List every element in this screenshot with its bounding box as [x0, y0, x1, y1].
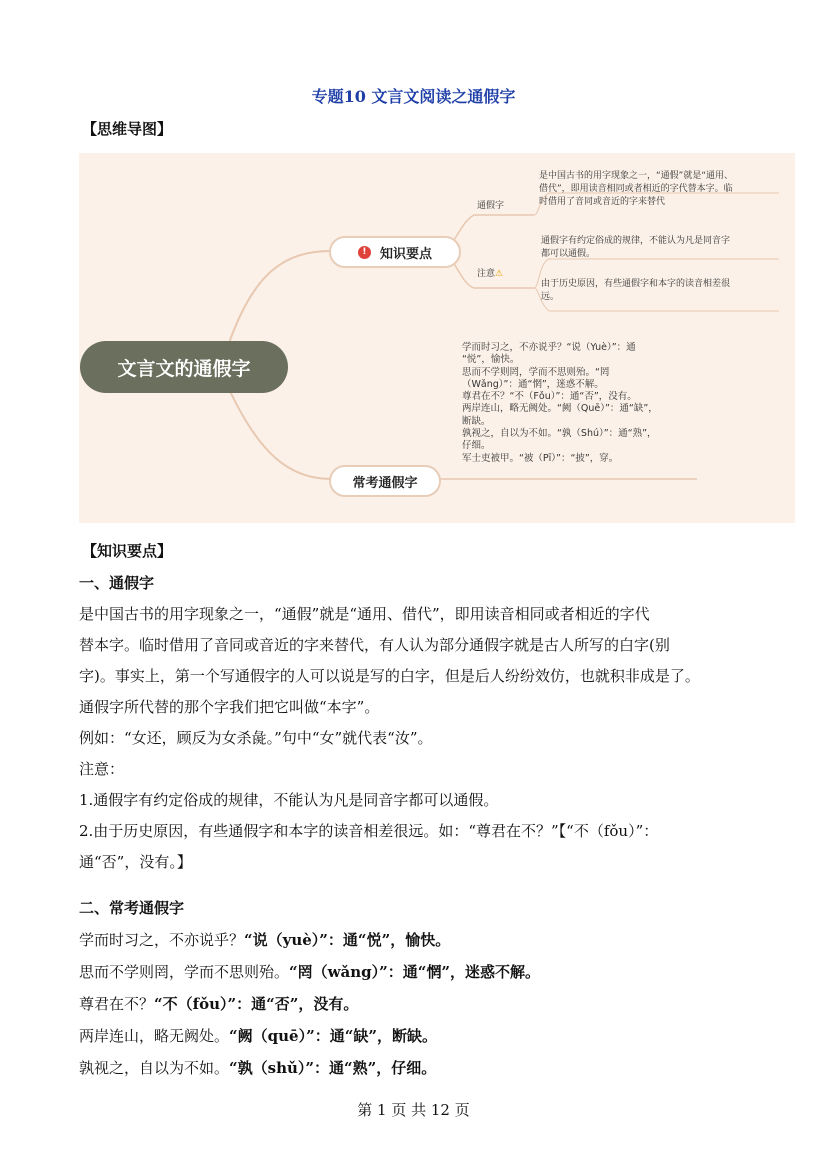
label-tongjia: 通假字 — [477, 201, 505, 211]
common-example — [79, 929, 450, 950]
example-line: 孰视之，自以为不如。“孰（Shú）”：通“熟”， — [462, 428, 657, 440]
label-note — [477, 268, 503, 281]
examples-text — [462, 342, 702, 465]
body-line: 是中国古书的用字现象之一，“通假”就是“通用、借代”，即用读音相同或者相近的字代 — [79, 605, 650, 623]
mindmap-heading: 【思维导图】 — [82, 120, 173, 138]
node-common — [329, 465, 441, 497]
definition-text — [539, 170, 779, 209]
example-line: 学而时习之，不亦说乎？“说（Yuè）”：通 — [462, 342, 636, 353]
body-line: 替本字。临时借用了音同或音近的字来替代，有人认为部分通假字就是古人所写的白字(别 — [79, 636, 670, 654]
definition-line: 借代”，即用读音相同或者相近的字代替本字。临 — [539, 184, 733, 194]
note1-line: 通假字有约定俗成的规律，不能认为凡是同音字 — [541, 236, 731, 246]
node-knowledge — [329, 236, 461, 268]
note2-line: 由于历史原因，有些通假字和本字的读音相差很 — [541, 279, 731, 289]
definition-line: 时借用了音同或音近的字来替代 — [539, 197, 666, 207]
example-line: 军士吏被甲。“被（Pī）”：“披”，穿。 — [462, 452, 619, 464]
note2-text — [541, 278, 781, 304]
section1-body — [79, 599, 759, 878]
page-title: 专题10 文言文阅读之通假字 — [311, 87, 516, 106]
example-note: “阙（quē）”：通“缺”，断缺。 — [229, 1027, 437, 1045]
example-sentence: 两岸连山，略无阙处。 — [79, 1027, 230, 1045]
example-line: （Wǎng）”：通“惘”，迷惑不解。 — [462, 378, 604, 390]
example-line: 仔细。 — [462, 440, 491, 452]
example-line: 断缺。 — [462, 415, 491, 427]
node-common-label: 常考通假字 — [352, 475, 418, 491]
body-line: 注意： — [79, 760, 125, 778]
example-line: “悦”，愉快。 — [462, 354, 520, 366]
warning-icon: ⚠ — [495, 269, 504, 279]
body-line: 例如：“女还，顾反为女杀彘。”句中“女”就代表“汝”。 — [79, 729, 433, 747]
definition-line: 是中国古书的用字现象之一，“通假”就是“通用、 — [539, 171, 733, 181]
body-line: 1.通假字有约定俗成的规律，不能认为凡是同音字都可以通假。 — [79, 791, 499, 809]
example-line: 思而不学则罔，学而不思则殆。“罔 — [462, 366, 610, 378]
body-line: 通“否”，没有。】 — [79, 853, 192, 871]
knowledge-heading: 【知识要点】 — [82, 542, 173, 560]
common-example — [79, 961, 540, 982]
example-note: “罔（wǎng）”：通“惘”，迷惑不解。 — [289, 963, 541, 981]
page-footer: 第 1 页 共 12 页 — [357, 1101, 470, 1119]
example-line: 两岸连山，略无阙处。“阙（Quē）”：通“缺”， — [462, 403, 658, 415]
body-line: 2.由于历史原因，有些通假字和本字的读音相差很远。如：“尊君在不？”【“不（fǒu）”： — [79, 822, 659, 840]
example-sentence: 尊君在不？ — [79, 995, 155, 1013]
example-line: 尊君在不？“不（Fǒu）”：通“否”，没有。 — [462, 391, 637, 403]
exclamation-icon: ! — [358, 246, 371, 259]
example-note: “不（fǒu）”：通“否”，没有。 — [154, 995, 359, 1013]
example-note: “说（yuè）”：通“悦”，愉快。 — [244, 931, 451, 949]
body-line: 字)。事实上，第一个写通假字的人可以说是写的白字，但是后人纷纷效仿，也就积非成是了。 — [79, 667, 700, 685]
common-example — [79, 993, 358, 1014]
central-topic: 文言文的通假字 — [80, 341, 288, 393]
label-note-text: 注意 — [477, 269, 496, 279]
section1-heading: 一、通假字 — [79, 574, 155, 592]
node-knowledge-label: 知识要点 — [379, 246, 432, 262]
example-sentence: 思而不学则罔，学而不思则殆。 — [79, 963, 290, 981]
example-sentence: 学而时习之，不亦说乎？ — [79, 931, 245, 949]
example-sentence: 孰视之，自以为不如。 — [79, 1059, 230, 1077]
common-example — [79, 1025, 437, 1046]
common-example — [79, 1057, 436, 1078]
example-note: “孰（shǔ）”：通“熟”，仔细。 — [229, 1059, 437, 1077]
note1-line: 都可以通假。 — [541, 249, 596, 259]
body-line: 通假字所代替的那个字我们把它叫做“本字”。 — [79, 698, 380, 716]
note2-line: 远。 — [541, 292, 560, 302]
note1-text — [541, 235, 781, 261]
section2-heading: 二、常考通假字 — [79, 899, 185, 917]
mind-map — [79, 153, 795, 523]
